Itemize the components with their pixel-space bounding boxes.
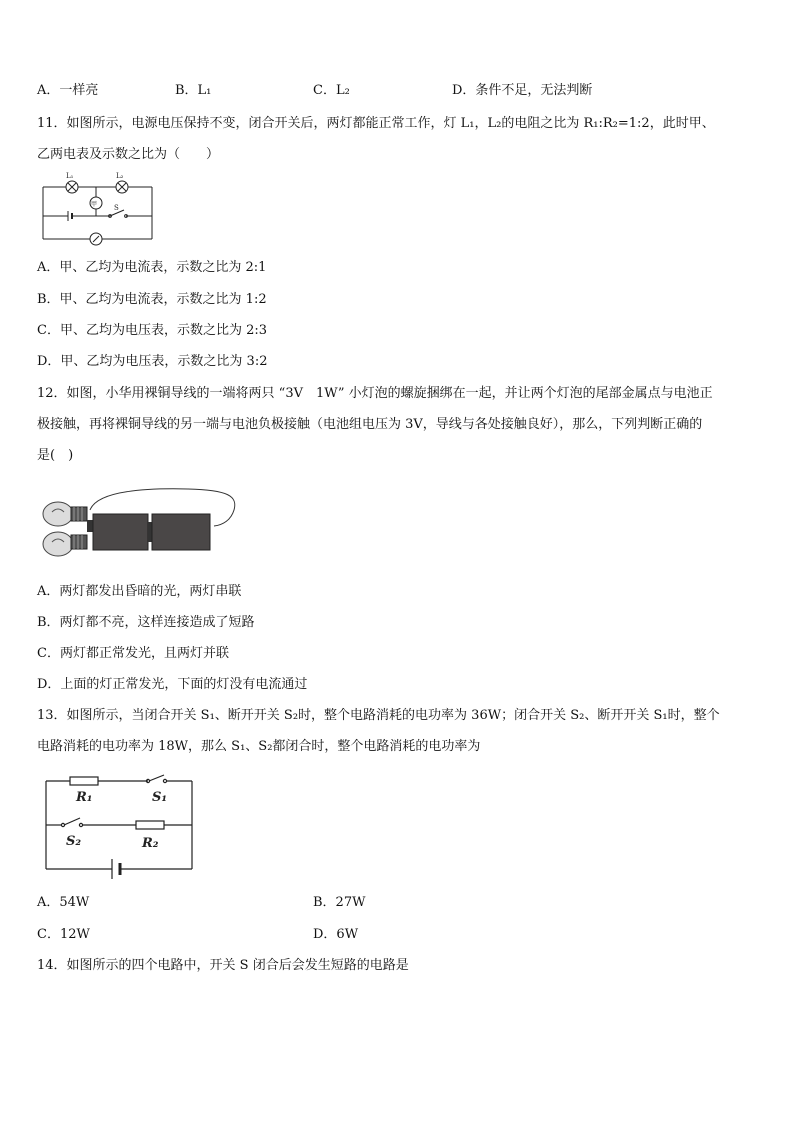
q13-option-b: B．27W [313, 895, 366, 910]
q12-option-c: C．两灯都正常发光，且两灯并联 [37, 646, 229, 661]
q11-option-c: C．甲、乙均为电压表，示数之比为 2:3 [37, 323, 268, 338]
q12-stem-line3: 是( ) [37, 448, 74, 463]
q12-stem-line1: 12．如图，小华用裸铜导线的一端将两只 “3V 1W” 小灯泡的螺旋捆绑在一起，并让两个灯泡的尾部金属点与电池正 [37, 386, 713, 401]
q12-stem-line2: 极接触，再将裸铜导线的另一端与电池负极接触（电池组电压为 3V，导线与各处接触良好），那么，下列判断正确的 [37, 417, 703, 432]
q14-stem: 14．如图所示的四个电路中，开关 S 闭合后会发生短路的电路是 [37, 958, 409, 973]
q11-option-b: B．甲、乙均为电流表，示数之比为 1:2 [37, 292, 267, 307]
q13-circuit-figure [40, 771, 200, 883]
q12-option-b: B．两灯都不亮，这样连接造成了短路 [37, 615, 255, 630]
upper-bulb-icon [43, 502, 87, 526]
q11-option-a: A．甲、乙均为电流表，示数之比为 2:1 [37, 260, 267, 275]
q11-option-d: D．甲、乙均为电压表，示数之比为 3:2 [37, 354, 268, 369]
q13-s2-label: S₂ [66, 834, 82, 849]
q12-option-d: D．上面的灯正常发光，下面的灯没有电流通过 [37, 677, 308, 692]
q12-bulbs-battery-figure [38, 480, 238, 570]
battery-2 [152, 514, 210, 550]
battery-1 [93, 514, 148, 550]
q10-option-c: C．L₂ [313, 83, 350, 98]
q10-option-d: D．条件不足，无法判断 [452, 83, 593, 98]
q13-option-d: D．6W [313, 927, 359, 942]
q13-stem-line1: 13．如图所示，当闭合开关 S₁、断开开关 S₂时，整个电路消耗的电功率为 36W；闭合开关 S₂、断开开关 S₁时，整个 [37, 708, 720, 723]
lower-bulb-icon [43, 532, 87, 556]
q11-stem-line2: 乙两电表及示数之比为（ ） [37, 147, 220, 162]
q11-l1-label: L₁ [66, 172, 74, 180]
q11-stem-line1: 11．如图所示，电源电压保持不变，闭合开关后，两灯都能正常工作，灯 L₁，L₂的电阻之比为 R₁:R₂=1:2，此时甲、 [37, 116, 715, 131]
q13-option-c: C．12W [37, 927, 90, 942]
q11-circuit-figure [38, 170, 158, 246]
q13-s1-label: S₁ [152, 790, 168, 805]
q12-option-a: A．两灯都发出昏暗的光，两灯串联 [37, 584, 242, 599]
q13-r1-label: R₁ [76, 790, 93, 805]
q11-l2-label: L₂ [116, 172, 124, 180]
q10-option-b: B．L₁ [175, 83, 212, 98]
q11-switch-label: S [114, 204, 119, 212]
q11-meter-top-label: 甲 [91, 201, 98, 208]
q13-stem-line2: 电路消耗的电功率为 18W，那么 S₁、S₂都闭合时，整个电路消耗的电功率为 [37, 739, 481, 754]
q13-option-a: A．54W [37, 895, 90, 910]
q13-r2-label: R₂ [142, 836, 159, 851]
q10-option-a: A．一样亮 [37, 83, 99, 98]
